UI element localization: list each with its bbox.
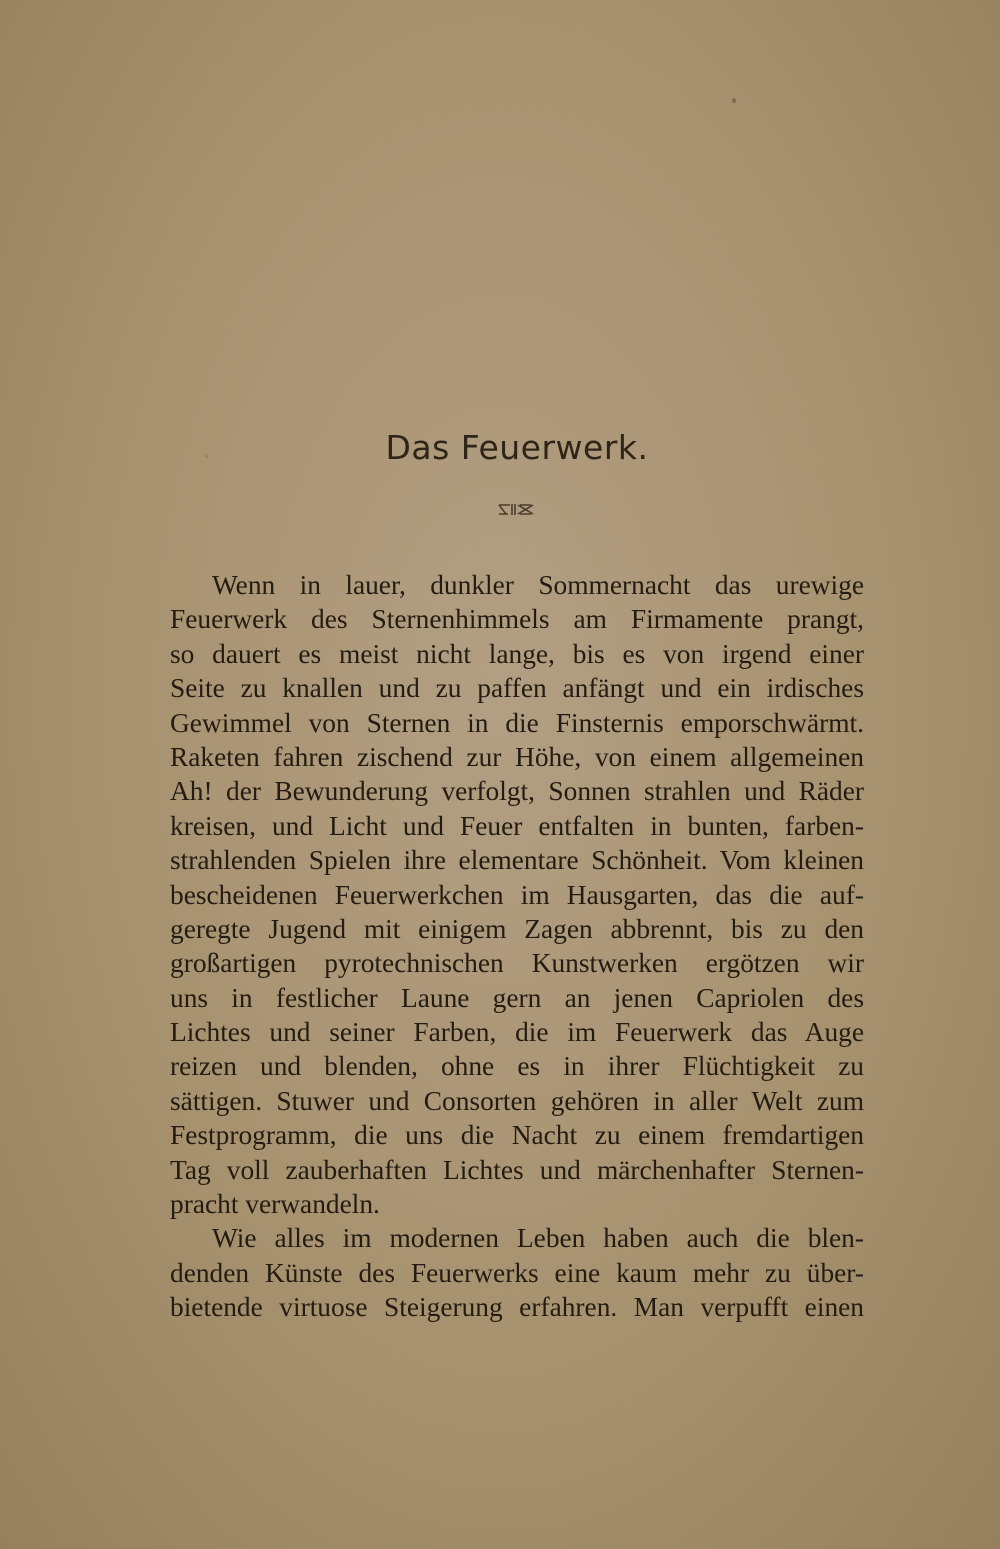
paper-speck	[732, 98, 736, 103]
text-line: so dauert es meist nicht lange, bis es von irgend einer	[170, 638, 864, 669]
text-line: bescheidenen Feuerwerkchen im Hausgarten, das die auf-	[170, 879, 864, 910]
text-line: denden Künste des Feuerwerks eine kaum mehr zu über-	[170, 1257, 864, 1288]
text-line: reizen und blenden, ohne es in ihrer Flüchtigkeit zu	[170, 1051, 864, 1082]
text-line: großartigen pyrotechnischen Kunstwerken ergötzen wir	[170, 948, 864, 979]
decorative-ornament-icon	[496, 500, 536, 520]
text-line: uns in festlicher Laune gern an jenen Capriolen des	[170, 982, 864, 1013]
body-text	[170, 568, 864, 1325]
text-line: strahlenden Spielen ihre elementare Schönheit. Vom kleinen	[170, 845, 864, 876]
text-line: Wie alles im modernen Leben haben auch die blen-	[212, 1223, 864, 1254]
text-line: Seite zu knallen und zu paffen anfängt und ein irdisches	[170, 673, 864, 704]
text-line: Gewimmel von Sternen in die Finsternis emporschwärmt.	[170, 707, 864, 738]
text-line: Lichtes und seiner Farben, die im Feuerwerk das Auge	[170, 1017, 864, 1048]
text-line: pracht verwandeln.	[170, 1189, 380, 1220]
text-line: bietende virtuose Steigerung erfahren. Man verpufft einen	[170, 1292, 864, 1323]
text-line: Tag voll zauberhaften Lichtes und märchenhafter Sternen-	[170, 1154, 864, 1185]
text-line: Festprogramm, die uns die Nacht zu einem fremdartigen	[170, 1120, 864, 1151]
text-line: Raketen fahren zischend zur Höhe, von einem allgemeinen	[170, 741, 864, 772]
chapter-title: Das Feuerwerk.	[385, 428, 649, 467]
paragraph-2	[170, 1221, 864, 1324]
paragraph-1	[170, 568, 864, 1221]
text-line: kreisen, und Licht und Feuer entfalten in bunten, farben-	[170, 810, 864, 841]
text-line: geregte Jugend mit einigem Zagen abbrennt, bis zu den	[170, 913, 864, 944]
text-line: Wenn in lauer, dunkler Sommernacht das urewige	[212, 570, 864, 600]
text-line: Feuerwerk des Sternenhimmels am Firmamente prangt,	[170, 604, 864, 635]
text-line: sättigen. Stuwer und Consorten gehören in aller Welt zum	[170, 1085, 864, 1116]
text-line: Ah! der Bewunderung verfolgt, Sonnen strahlen und Räder	[170, 776, 864, 807]
